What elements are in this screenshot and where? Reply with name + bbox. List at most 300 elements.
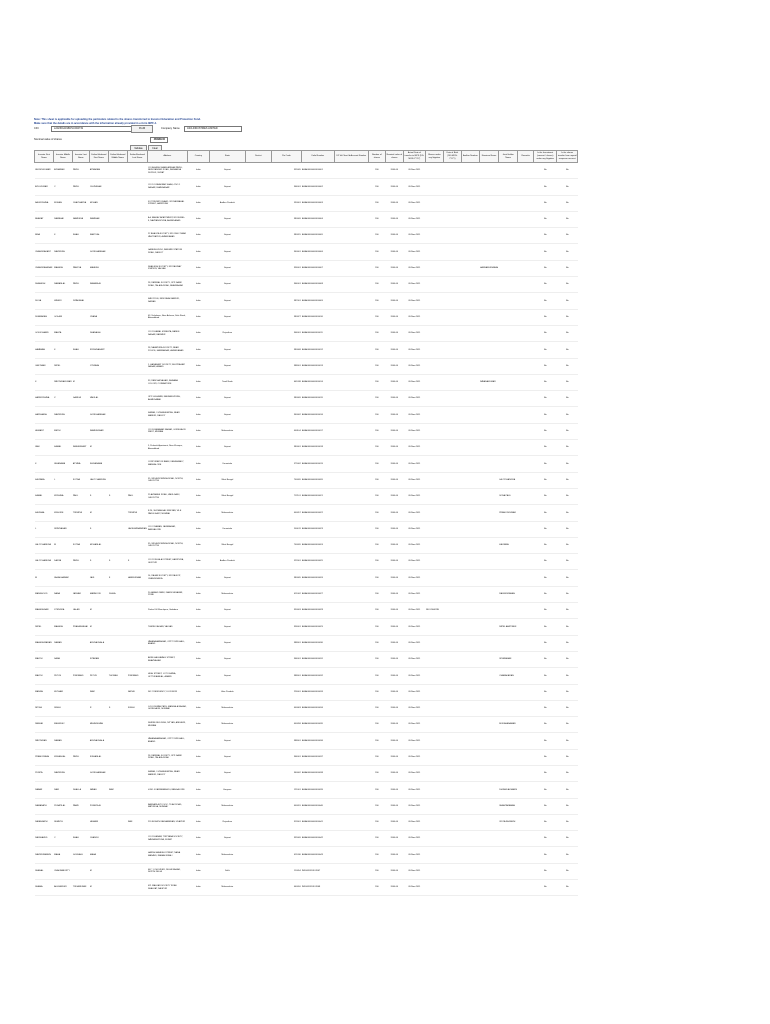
- table-cell[interactable]: RAVINDRA: [54, 765, 73, 781]
- table-cell[interactable]: No: [534, 603, 557, 619]
- table-cell[interactable]: [518, 880, 534, 896]
- table-cell[interactable]: [127, 847, 147, 863]
- table-cell[interactable]: 2000.00: [385, 570, 403, 586]
- table-cell[interactable]: India: [187, 798, 209, 814]
- table-cell[interactable]: [108, 293, 127, 309]
- table-cell[interactable]: India: [187, 472, 209, 488]
- table-cell[interactable]: [127, 831, 147, 847]
- table-cell[interactable]: MEHNDEC: [54, 717, 73, 733]
- table-cell[interactable]: ASIA00000000000014: [301, 374, 334, 390]
- table-cell[interactable]: [499, 277, 518, 293]
- table-cell[interactable]: 09-Nov-2011: [403, 782, 425, 798]
- table-cell[interactable]: [443, 863, 461, 879]
- table-cell[interactable]: ASIA00000000000034: [301, 700, 334, 716]
- table-cell[interactable]: KRISHNAKANT: [89, 342, 108, 358]
- table-cell[interactable]: [72, 717, 89, 733]
- table-cell[interactable]: RAMAN: [54, 733, 73, 749]
- table-cell[interactable]: [518, 570, 534, 586]
- table-cell[interactable]: [518, 668, 534, 684]
- table-cell[interactable]: [425, 880, 443, 896]
- table-cell[interactable]: [127, 456, 147, 472]
- table-cell[interactable]: [334, 440, 368, 456]
- table-cell[interactable]: [334, 244, 368, 260]
- table-cell[interactable]: 09-Nov-2011: [403, 831, 425, 847]
- table-cell[interactable]: K: [54, 228, 73, 244]
- table-cell[interactable]: [245, 570, 271, 586]
- table-cell[interactable]: S: [89, 554, 108, 570]
- table-cell[interactable]: [245, 603, 271, 619]
- table-cell[interactable]: [499, 521, 518, 537]
- table-cell[interactable]: [479, 782, 498, 798]
- table-cell[interactable]: [443, 277, 461, 293]
- table-cell[interactable]: No: [534, 537, 557, 553]
- table-cell[interactable]: [479, 440, 498, 456]
- table-cell[interactable]: 395005: [271, 163, 301, 179]
- table-cell[interactable]: K: [108, 570, 127, 586]
- table-cell[interactable]: SHAH: [72, 342, 89, 358]
- table-cell[interactable]: [425, 814, 443, 830]
- table-cell[interactable]: 380027: [271, 309, 301, 325]
- table-cell[interactable]: [425, 733, 443, 749]
- table-cell[interactable]: [461, 717, 479, 733]
- table-cell[interactable]: [443, 570, 461, 586]
- table-cell[interactable]: HEMANT: [35, 423, 54, 439]
- table-cell[interactable]: India: [187, 733, 209, 749]
- table-cell[interactable]: [245, 440, 271, 456]
- table-cell[interactable]: [499, 293, 518, 309]
- table-cell[interactable]: [461, 635, 479, 651]
- table-cell[interactable]: No: [534, 391, 557, 407]
- table-cell[interactable]: [108, 211, 127, 227]
- table-cell[interactable]: PATEL: [54, 358, 73, 374]
- table-cell[interactable]: Maharashtra: [209, 586, 245, 602]
- table-cell[interactable]: 2000.00: [385, 603, 403, 619]
- table-cell[interactable]: MALTHI: [35, 668, 54, 684]
- table-cell[interactable]: 2000.00: [385, 407, 403, 423]
- table-cell[interactable]: No: [557, 733, 578, 749]
- table-cell[interactable]: ASIA00000000000031: [301, 651, 334, 667]
- table-cell[interactable]: [72, 765, 89, 781]
- table-cell[interactable]: [127, 782, 147, 798]
- table-cell[interactable]: [479, 798, 498, 814]
- table-cell[interactable]: 380001: [271, 440, 301, 456]
- table-cell[interactable]: MAHESH: [89, 260, 108, 276]
- table-cell[interactable]: [461, 163, 479, 179]
- table-cell[interactable]: India: [187, 880, 209, 896]
- table-cell[interactable]: [443, 440, 461, 456]
- table-cell[interactable]: West Bengal: [209, 488, 245, 504]
- table-cell[interactable]: [443, 325, 461, 341]
- table-cell[interactable]: 09-Nov-2011: [403, 472, 425, 488]
- table-cell[interactable]: [245, 651, 271, 667]
- table-cell[interactable]: [108, 880, 127, 896]
- table-cell[interactable]: 200: [368, 651, 385, 667]
- table-cell[interactable]: K: [35, 374, 54, 390]
- table-cell[interactable]: JANI: [35, 440, 54, 456]
- table-cell[interactable]: [479, 358, 498, 374]
- table-cell[interactable]: [108, 391, 127, 407]
- table-cell[interactable]: [334, 798, 368, 814]
- table-cell[interactable]: JAIS: [89, 570, 108, 586]
- table-cell[interactable]: ASIA00000000000006: [301, 244, 334, 260]
- table-cell[interactable]: SINGH: [127, 700, 147, 716]
- table-cell[interactable]: RAM: [54, 782, 73, 798]
- table-cell[interactable]: Rajasthan: [209, 325, 245, 341]
- table-cell[interactable]: No: [557, 391, 578, 407]
- table-cell[interactable]: [89, 293, 108, 309]
- table-cell[interactable]: [499, 765, 518, 781]
- table-cell[interactable]: [245, 407, 271, 423]
- table-cell[interactable]: [461, 733, 479, 749]
- table-cell[interactable]: 5, Prakash Apartment, Near Khanpur, Ahmedabad: [147, 440, 187, 456]
- table-cell[interactable]: India: [187, 749, 209, 765]
- table-cell[interactable]: India: [187, 456, 209, 472]
- table-cell[interactable]: 2000.00: [385, 635, 403, 651]
- table-cell[interactable]: 200: [368, 211, 385, 227]
- table-cell[interactable]: [518, 293, 534, 309]
- clear-button[interactable]: Clear: [148, 145, 162, 152]
- table-cell[interactable]: [479, 163, 498, 179]
- table-cell[interactable]: 575002: [271, 456, 301, 472]
- table-cell[interactable]: [334, 293, 368, 309]
- table-cell[interactable]: [108, 228, 127, 244]
- table-cell[interactable]: [425, 570, 443, 586]
- table-cell[interactable]: MODAVANAMAN: [499, 717, 518, 733]
- table-cell[interactable]: ATULKUMAR: [35, 179, 54, 195]
- table-cell[interactable]: No: [534, 700, 557, 716]
- table-cell[interactable]: No: [557, 521, 578, 537]
- table-cell[interactable]: Gujarat: [209, 619, 245, 635]
- table-cell[interactable]: ASIA00000000000002: [301, 179, 334, 195]
- table-cell[interactable]: 09-Nov-2011: [403, 488, 425, 504]
- table-cell[interactable]: [443, 309, 461, 325]
- table-cell[interactable]: [108, 342, 127, 358]
- table-cell[interactable]: 360002: [271, 765, 301, 781]
- table-cell[interactable]: HARIKRISHNA: [35, 391, 54, 407]
- table-cell[interactable]: [443, 179, 461, 195]
- table-cell[interactable]: [518, 717, 534, 733]
- table-cell[interactable]: Gujarat: [209, 831, 245, 847]
- table-cell[interactable]: NANA: [54, 586, 73, 602]
- table-cell[interactable]: A-4 SANJAY APARTMENT, NR SUMEL-II, NAVRANGPURA, AHMEDABAD: [147, 211, 187, 227]
- table-cell[interactable]: MEHNDEVAN: [89, 717, 108, 733]
- table-cell[interactable]: [518, 765, 534, 781]
- table-cell[interactable]: No: [557, 700, 578, 716]
- table-cell[interactable]: ASIA00000000000019: [301, 456, 334, 472]
- table-cell[interactable]: [108, 814, 127, 830]
- table-cell[interactable]: [334, 717, 368, 733]
- table-cell[interactable]: 2000.00: [385, 831, 403, 847]
- table-cell[interactable]: 390003: [271, 603, 301, 619]
- table-cell[interactable]: SHANTARAMAN: [499, 798, 518, 814]
- table-cell[interactable]: 09-Nov-2011: [403, 309, 425, 325]
- table-cell[interactable]: RAM: [108, 782, 127, 798]
- table-cell[interactable]: M: [89, 440, 108, 456]
- table-cell[interactable]: [461, 537, 479, 553]
- table-cell[interactable]: [425, 325, 443, 341]
- table-cell[interactable]: KISHANLAL: [54, 749, 73, 765]
- table-cell[interactable]: 09-Nov-2011: [403, 554, 425, 570]
- table-cell[interactable]: 388001: [271, 358, 301, 374]
- table-cell[interactable]: RAVANAKUMAR: [479, 374, 498, 390]
- table-cell[interactable]: 200: [368, 668, 385, 684]
- table-cell[interactable]: Gujarat: [209, 228, 245, 244]
- table-cell[interactable]: [127, 635, 147, 651]
- table-cell[interactable]: KAMAL: [35, 488, 54, 504]
- table-cell[interactable]: No: [557, 163, 578, 179]
- table-cell[interactable]: KOTBA: [72, 472, 89, 488]
- table-cell[interactable]: ASIA00000000000023: [301, 521, 334, 537]
- table-cell[interactable]: 2000.00: [385, 211, 403, 227]
- table-cell[interactable]: ASIA00000000000024: [301, 537, 334, 553]
- table-cell[interactable]: India: [187, 211, 209, 227]
- table-cell[interactable]: [425, 374, 443, 390]
- table-cell[interactable]: PETUS: [89, 668, 108, 684]
- table-cell[interactable]: No: [534, 814, 557, 830]
- table-cell[interactable]: No: [557, 211, 578, 227]
- table-cell[interactable]: 110054: [271, 863, 301, 879]
- table-cell[interactable]: RAMANLAL: [89, 277, 108, 293]
- table-cell[interactable]: [518, 260, 534, 276]
- table-cell[interactable]: [334, 358, 368, 374]
- table-cell[interactable]: No: [534, 407, 557, 423]
- table-cell[interactable]: [245, 309, 271, 325]
- table-cell[interactable]: RAVINDRANATH: [35, 847, 54, 863]
- table-cell[interactable]: [334, 586, 368, 602]
- table-cell[interactable]: RAMESHWAR: [89, 423, 108, 439]
- table-cell[interactable]: India: [187, 163, 209, 179]
- table-cell[interactable]: No: [534, 586, 557, 602]
- table-cell[interactable]: India: [187, 309, 209, 325]
- table-cell[interactable]: THERE KALVAN, VALSAD: [147, 619, 187, 635]
- table-cell[interactable]: 200: [368, 798, 385, 814]
- table-cell[interactable]: K: [35, 456, 54, 472]
- table-cell[interactable]: [425, 211, 443, 227]
- table-cell[interactable]: India: [187, 325, 209, 341]
- table-cell[interactable]: [479, 521, 498, 537]
- table-cell[interactable]: 200: [368, 472, 385, 488]
- table-cell[interactable]: ATMARAM: [89, 163, 108, 179]
- table-cell[interactable]: [108, 456, 127, 472]
- table-cell[interactable]: 09-Nov-2011: [403, 163, 425, 179]
- table-cell[interactable]: MAHESHWARAN: [35, 635, 54, 651]
- table-cell[interactable]: [461, 831, 479, 847]
- table-cell[interactable]: KISHANLAL: [89, 749, 108, 765]
- table-cell[interactable]: Gujarat: [209, 733, 245, 749]
- table-cell[interactable]: [499, 374, 518, 390]
- table-cell[interactable]: No: [557, 847, 578, 863]
- table-cell[interactable]: 400104: [271, 423, 301, 439]
- table-cell[interactable]: [425, 407, 443, 423]
- table-cell[interactable]: C/O V RAMAN, JAYANAGAR, BANGALORE: [147, 521, 187, 537]
- table-cell[interactable]: [479, 814, 498, 830]
- table-cell[interactable]: PATEL: [72, 554, 89, 570]
- table-cell[interactable]: [443, 586, 461, 602]
- table-cell[interactable]: [518, 407, 534, 423]
- table-cell[interactable]: ASIA00000000000004: [301, 211, 334, 227]
- table-cell[interactable]: [479, 537, 498, 553]
- table-cell[interactable]: PRAKASHBHAI: [72, 619, 89, 635]
- table-cell[interactable]: [127, 374, 147, 390]
- table-cell[interactable]: [334, 391, 368, 407]
- table-cell[interactable]: [479, 717, 498, 733]
- table-cell[interactable]: 121001: [271, 782, 301, 798]
- table-cell[interactable]: M: [54, 537, 73, 553]
- table-cell[interactable]: 09-Nov-2011: [403, 765, 425, 781]
- table-cell[interactable]: [108, 179, 127, 195]
- table-cell[interactable]: No: [557, 195, 578, 211]
- table-cell[interactable]: BINA: [35, 228, 54, 244]
- table-cell[interactable]: [479, 228, 498, 244]
- table-cell[interactable]: [108, 619, 127, 635]
- table-cell[interactable]: [461, 195, 479, 211]
- table-cell[interactable]: [518, 309, 534, 325]
- table-cell[interactable]: DIVAKARAN: [35, 309, 54, 325]
- table-cell[interactable]: 2000.00: [385, 814, 403, 830]
- table-cell[interactable]: 09-Nov-2011: [403, 440, 425, 456]
- table-cell[interactable]: [461, 603, 479, 619]
- table-cell[interactable]: [425, 537, 443, 553]
- table-cell[interactable]: GANDHI: [72, 391, 89, 407]
- table-cell[interactable]: HANSAMUKHBHAI: [479, 260, 498, 276]
- table-cell[interactable]: 2000.00: [385, 163, 403, 179]
- table-cell[interactable]: [127, 293, 147, 309]
- table-cell[interactable]: [127, 733, 147, 749]
- table-cell[interactable]: [425, 472, 443, 488]
- table-cell[interactable]: Uttar Pradesh: [209, 684, 245, 700]
- table-cell[interactable]: NITIKA: [35, 700, 54, 716]
- table-cell[interactable]: No: [557, 325, 578, 341]
- table-cell[interactable]: ASIA00000000000005: [301, 228, 334, 244]
- table-cell[interactable]: [108, 277, 127, 293]
- table-cell[interactable]: [461, 179, 479, 195]
- table-cell[interactable]: [518, 635, 534, 651]
- table-cell[interactable]: [245, 195, 271, 211]
- table-cell[interactable]: [72, 570, 89, 586]
- table-cell[interactable]: [443, 684, 461, 700]
- table-cell[interactable]: India: [187, 342, 209, 358]
- table-cell[interactable]: Rajasthan: [209, 814, 245, 830]
- table-cell[interactable]: India: [187, 293, 209, 309]
- table-cell[interactable]: [518, 603, 534, 619]
- table-cell[interactable]: SHANAL: [35, 863, 54, 879]
- table-cell[interactable]: [127, 798, 147, 814]
- table-cell[interactable]: LALITCHANDRA: [89, 472, 108, 488]
- table-cell[interactable]: [108, 863, 127, 879]
- table-cell[interactable]: RAMAN: [54, 635, 73, 651]
- table-cell[interactable]: SITARAMAN: [499, 651, 518, 667]
- table-cell[interactable]: [479, 700, 498, 716]
- table-cell[interactable]: 09-Nov-2011: [403, 293, 425, 309]
- table-cell[interactable]: No: [534, 260, 557, 276]
- table-cell[interactable]: No: [557, 798, 578, 814]
- table-cell[interactable]: [461, 228, 479, 244]
- table-cell[interactable]: Gujarat: [209, 163, 245, 179]
- table-cell[interactable]: ASIA00000000000032: [301, 668, 334, 684]
- table-cell[interactable]: RAN: [127, 814, 147, 830]
- table-cell[interactable]: [425, 847, 443, 863]
- table-cell[interactable]: [334, 488, 368, 504]
- table-cell[interactable]: [518, 863, 534, 879]
- table-cell[interactable]: [334, 765, 368, 781]
- table-cell[interactable]: [108, 472, 127, 488]
- table-cell[interactable]: 396001: [271, 619, 301, 635]
- table-cell[interactable]: 395009: [271, 831, 301, 847]
- table-cell[interactable]: ASIA00000000000017: [301, 423, 334, 439]
- table-cell[interactable]: PATEL: [35, 619, 54, 635]
- table-cell[interactable]: [499, 211, 518, 227]
- table-cell[interactable]: 09-Nov-2011: [403, 668, 425, 684]
- table-cell[interactable]: [127, 603, 147, 619]
- table-cell[interactable]: [425, 195, 443, 211]
- table-cell[interactable]: ASIA00000000000007: [301, 260, 334, 276]
- table-cell[interactable]: [108, 260, 127, 276]
- table-cell[interactable]: [334, 700, 368, 716]
- table-cell[interactable]: No: [557, 472, 578, 488]
- table-cell[interactable]: [479, 603, 498, 619]
- table-cell[interactable]: Gujarat: [209, 440, 245, 456]
- table-cell[interactable]: Gujarat: [209, 635, 245, 651]
- table-cell[interactable]: [479, 456, 498, 472]
- table-cell[interactable]: ASIA00000000000011: [301, 325, 334, 341]
- table-cell[interactable]: Karnataka: [209, 521, 245, 537]
- table-cell[interactable]: No: [557, 863, 578, 879]
- table-cell[interactable]: India: [187, 505, 209, 521]
- table-cell[interactable]: [461, 211, 479, 227]
- table-cell[interactable]: [245, 374, 271, 390]
- table-cell[interactable]: KARAN, 3 VIKASHIVATSA, NEAR MANDIR, RAJKOT: [147, 765, 187, 781]
- table-cell[interactable]: [499, 407, 518, 423]
- table-cell[interactable]: [127, 749, 147, 765]
- table-cell[interactable]: ASIA00000000000040: [301, 798, 334, 814]
- table-cell[interactable]: [443, 717, 461, 733]
- table-cell[interactable]: 388001: [271, 635, 301, 651]
- table-cell[interactable]: [443, 374, 461, 390]
- table-cell[interactable]: 95, SRI AUROBINDA ROAD, NORTH, CALCUTTA: [147, 472, 187, 488]
- table-cell[interactable]: SINGH: [54, 700, 73, 716]
- table-cell[interactable]: [425, 423, 443, 439]
- table-cell[interactable]: [461, 244, 479, 260]
- table-cell[interactable]: C/O B JAWAHAR NAGAR, GOREGAON WEST, MUMBAI: [147, 423, 187, 439]
- table-cell[interactable]: 09-Nov-2011: [403, 374, 425, 390]
- table-cell[interactable]: [499, 700, 518, 716]
- table-cell[interactable]: [518, 505, 534, 521]
- table-cell[interactable]: [461, 407, 479, 423]
- table-cell[interactable]: No: [557, 782, 578, 798]
- table-cell[interactable]: [461, 260, 479, 276]
- table-cell[interactable]: No: [557, 814, 578, 830]
- table-cell[interactable]: Andhra Pradesh: [209, 195, 245, 211]
- table-cell[interactable]: 226001: [271, 684, 301, 700]
- table-cell[interactable]: No: [534, 570, 557, 586]
- table-cell[interactable]: [425, 635, 443, 651]
- table-cell[interactable]: 09-Nov-2011: [403, 179, 425, 195]
- table-cell[interactable]: [334, 814, 368, 830]
- table-cell[interactable]: India: [187, 847, 209, 863]
- table-cell[interactable]: ASIA00000000000009: [301, 293, 334, 309]
- table-cell[interactable]: No: [534, 163, 557, 179]
- table-cell[interactable]: [127, 228, 147, 244]
- table-cell[interactable]: [499, 440, 518, 456]
- table-cell[interactable]: No: [557, 260, 578, 276]
- table-cell[interactable]: 22 BHAGYA SOCIETY, NR ONGC NEAR VASTRAPUR, AHMEDABAD: [147, 228, 187, 244]
- table-cell[interactable]: 09-Nov-2011: [403, 733, 425, 749]
- table-cell[interactable]: [245, 358, 271, 374]
- table-cell[interactable]: 364001: [271, 749, 301, 765]
- table-cell[interactable]: [443, 195, 461, 211]
- table-cell[interactable]: 09-Nov-2011: [403, 211, 425, 227]
- table-cell[interactable]: [127, 260, 147, 276]
